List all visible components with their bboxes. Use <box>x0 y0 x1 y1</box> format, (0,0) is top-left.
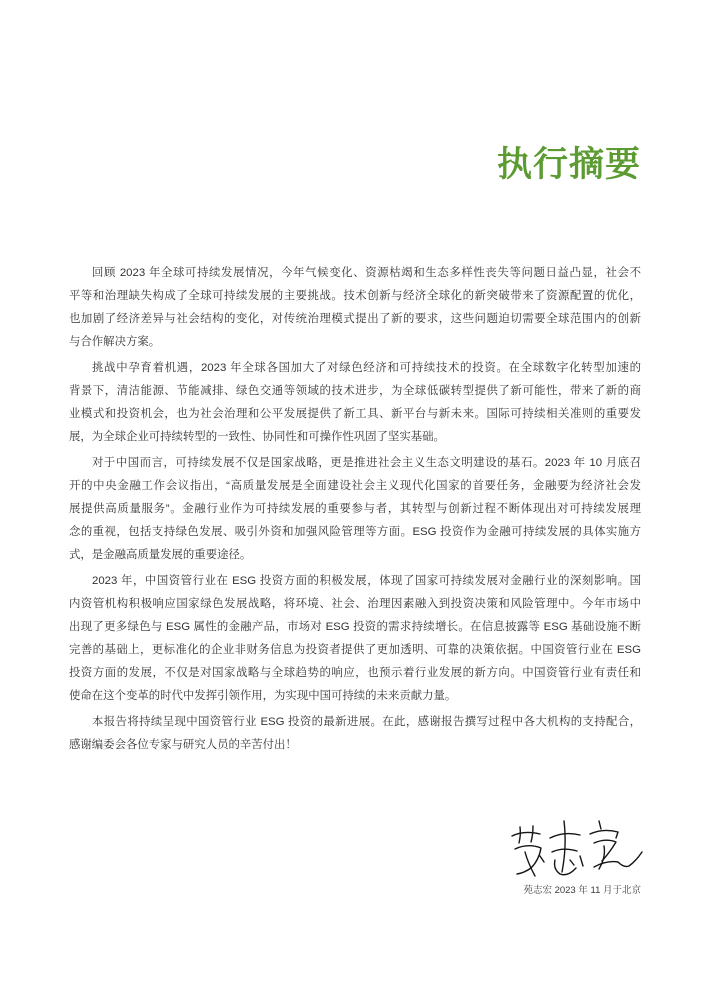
paragraph-line: 完善的基础上，更标准化的企业非财务信息为投资者提供了更加透明、可靠的决策依据。中国资管行业在 ESG <box>69 644 641 656</box>
handwritten-signature-icon <box>506 816 646 882</box>
page-title: 执行摘要 <box>496 145 641 184</box>
paragraph-line: 感谢编委会各位专家与研究人员的辛苦付出！ <box>69 739 297 751</box>
paragraph-line: 挑战中孕育着机遇，2023 年全球各国加大了对绿色经济和可持续技术的投资。在全球数字化转型加速的 <box>92 362 641 374</box>
paragraph-line: 内资管机构积极响应国家绿色发展战略，将环境、社会、治理因素融入到投资决策和风险管理中。今年市场中 <box>69 598 641 610</box>
paragraph-line: 投资方面的发展，不仅是对国家战略与全球趋势的响应，也预示着行业发展的新方向。中国资管行业有责任和 <box>69 667 641 679</box>
paragraph-line: 背景下，清洁能源、节能减排、绿色交通等领域的技术进步，为全球低碳转型提供了新可能性，带来了新的商 <box>69 385 641 397</box>
paragraph-line: 式，是金融高质量发展的重要途径。 <box>69 549 252 561</box>
paragraph-3 <box>69 452 641 567</box>
paragraph-2 <box>69 357 641 449</box>
paragraph-line: 展提供高质量服务”。金融行业作为可持续发展的重要参与者，其转型与创新过程不断体现出对可持续发展理 <box>69 503 641 515</box>
paragraph-line: 使命在这个变革的时代中发挥引领作用，为实现中国可持续的未来贡献力量。 <box>69 690 457 702</box>
paragraph-line: 平等和治理缺失构成了全球可持续发展的主要挑战。技术创新与经济全球化的新突破带来了资源配置的优化， <box>69 290 641 302</box>
paragraph-1 <box>69 262 641 354</box>
paragraph-line: 回顾 2023 年全球可持续发展情况，今年气候变化、资源枯竭和生态多样性丧失等问题日益凸显，社会不 <box>92 267 641 279</box>
paragraph-line: 本报告将持续呈现中国资管行业 ESG 投资的最新进展。在此，感谢报告撰写过程中各大机构的支持配合， <box>92 716 641 728</box>
paragraph-line: 也加剧了经济差异与社会结构的变化，对传统治理模式提出了新的要求，这些问题迫切需要全球范围内的创新 <box>69 313 641 325</box>
paragraph-line: 展，为全球企业可持续转型的一致性、协同性和可操作性巩固了坚实基础。 <box>69 431 445 443</box>
paragraph-5 <box>69 711 641 757</box>
paragraph-4 <box>69 570 641 708</box>
paragraph-line: 念的重视，包括支持绿色发展、吸引外资和加强风险管理等方面。ESG 投资作为金融可持续发展的具体实施方 <box>69 526 641 538</box>
executive-summary-body <box>69 262 641 760</box>
paragraph-line: 业模式和投资机会，也为社会治理和公平发展提供了新工具、新平台与新未来。国际可持续相关准则的重要发 <box>69 408 641 420</box>
paragraph-line: 2023 年，中国资管行业在 ESG 投资方面的积极发展，体现了国家可持续发展对金融行业的深刻影响。国 <box>92 575 641 587</box>
paragraph-line: 出现了更多绿色与 ESG 属性的金融产品，市场对 ESG 投资的需求持续增长。在信息披露等 ESG 基础设施不断 <box>69 621 641 633</box>
signature-caption: 苑志宏 2023 年 11 月于北京 <box>523 885 641 896</box>
paragraph-line: 开的中央金融工作会议指出，“高质量发展是全面建设社会主义现代化国家的首要任务，金融要为经济社会发 <box>69 480 641 492</box>
paragraph-line: 与合作解决方案。 <box>69 336 161 348</box>
paragraph-line: 对于中国而言，可持续发展不仅是国家战略，更是推进社会主义生态文明建设的基石。2023 年 10 月底召 <box>92 457 641 469</box>
